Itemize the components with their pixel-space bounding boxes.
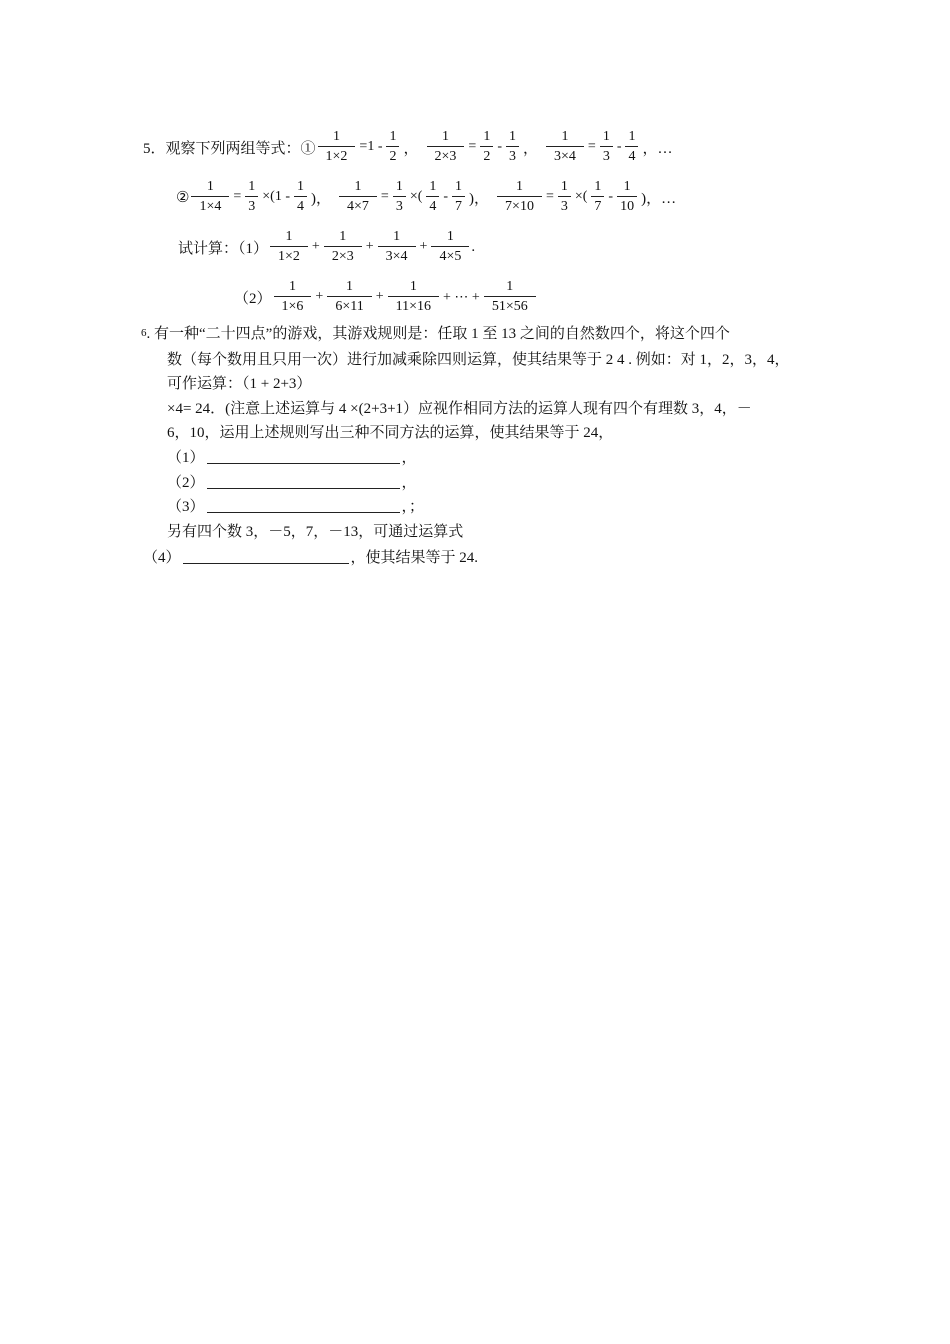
q5-calc1-expression: [268, 230, 471, 264]
g2-eq3-coefficient: [558, 180, 571, 214]
g2-eq1-open: ×(1 -: [262, 189, 290, 204]
q6-answer-4-tail: ，使其结果等于 24.: [350, 550, 479, 566]
calc1-term-3: [378, 230, 416, 264]
g1-eq3-lhs: [546, 130, 584, 164]
g1-eq3-rhs2: [625, 130, 638, 164]
g2-eq2-coefficient-denominator: 3: [395, 199, 403, 214]
g2-eq2-term-a-numerator: 1: [429, 179, 437, 194]
q6-text-3: 可作运算：（1 + 2+3）: [167, 376, 312, 392]
g2-eq3-term-a-denominator: 7: [594, 199, 602, 214]
g2-eq3-lhs-numerator: 1: [516, 179, 523, 194]
calc2-plus-1: +: [315, 289, 324, 304]
g2-eq1-term-b-numerator: 1: [297, 179, 304, 194]
q6-line2: [167, 348, 790, 369]
g1-eq1-rhs1: [386, 130, 399, 164]
q5-calc-label: 试计算：（1）: [178, 240, 269, 257]
g2-eq3-coefficient-numerator: 1: [560, 179, 568, 194]
g1-eq2-rhs1-denominator: 2: [483, 149, 491, 164]
calc2-term-1-denominator: 1×6: [281, 299, 304, 314]
q6-answer-4-blank[interactable]: [183, 549, 349, 564]
calc2-term-3-numerator: 1: [409, 279, 417, 294]
q6-answer-1-tail: ，: [401, 450, 417, 466]
q5-calc1-row: [178, 230, 475, 264]
g2-eq3-lhs-denominator: 7×10: [505, 199, 534, 214]
g1-eq2-lhs-numerator: 1: [441, 129, 449, 144]
q5-row1: [143, 130, 679, 164]
g2-eq2-term-a-denominator: 4: [429, 199, 437, 214]
calc1-plus-2: +: [365, 239, 374, 254]
q6-number: 6: [141, 326, 147, 339]
g1-eq2-minus: -: [497, 139, 502, 154]
calc1-plus-3: +: [419, 239, 428, 254]
g2-eq2-lhs-numerator: 1: [354, 179, 362, 194]
g2-eq1-term-b: [294, 180, 307, 214]
q6-answer-3-row: [167, 495, 424, 516]
g1-eq2-lhs: [427, 130, 465, 164]
q6-line6: [167, 520, 463, 541]
q6-line4: [167, 397, 752, 418]
g1-eq1-lhs: [318, 130, 356, 164]
g2-eq2-coefficient-numerator: 1: [395, 179, 403, 194]
q6-answer-2-row: [167, 471, 417, 492]
g2-eq1-lhs: [191, 180, 229, 214]
calc2-term-last-numerator: 1: [506, 279, 514, 294]
calc2-term-last: [484, 280, 536, 314]
q6-text-5: 6，10，运用上述规则写出三种不同方法的运算，使其结果等于 24，: [167, 425, 614, 441]
calc1-term-4-numerator: 1: [446, 229, 454, 244]
g2-eq2-term-b-denominator: 7: [455, 199, 463, 214]
g2-eq3-term-a: [591, 180, 604, 214]
calc1-term-2-denominator: 2×3: [331, 249, 354, 264]
g2-eq2-coefficient: [393, 180, 406, 214]
g1-eq2-rhs2-denominator: 3: [508, 149, 516, 164]
q6-answer-1-blank[interactable]: [207, 449, 400, 464]
g2-eq3-open: ×(: [574, 189, 588, 204]
g1-eq2-equals: =: [468, 139, 477, 154]
g2-eq2-lhs: [339, 180, 377, 214]
g2-eq1-tail: )，: [311, 190, 331, 207]
calc2-plus-2: +: [375, 289, 384, 304]
g1-eq3-lhs-numerator: 1: [561, 129, 569, 144]
g1-eq3-lhs-denominator: 3×4: [554, 149, 576, 164]
g2-eq2-term-b: [452, 180, 465, 214]
calc1-term-2: [324, 230, 362, 264]
calc1-term-4-denominator: 4×5: [439, 249, 462, 264]
calc1-term-3-denominator: 3×4: [385, 249, 408, 264]
g2-eq1-coefficient-numerator: 1: [248, 179, 256, 194]
q6-answer-2-tail: ，: [401, 475, 417, 491]
calc1-term-1: [270, 230, 308, 264]
g2-eq2-term-b-numerator: 1: [455, 179, 463, 194]
q5-calc1-end: .: [471, 238, 476, 255]
calc1-plus-1: +: [311, 239, 320, 254]
g2-eq2-tail: )，: [469, 190, 490, 207]
q6-text-4: ×4= 24．(注意上述运算与 4 ×(2+3+1）应视作相同方法的运算人现有四个有理数 3，4，－: [167, 401, 752, 417]
q5-group2: [189, 180, 682, 214]
g2-eq1-lhs-denominator: 1×4: [199, 199, 222, 214]
g2-eq2-term-a: [426, 180, 439, 214]
calc2-term-1: [274, 280, 312, 314]
q6-line1: [141, 322, 730, 343]
q6-answer-3-tail: ，；: [401, 499, 425, 515]
g1-eq1-rhs1-denominator: 2: [389, 149, 397, 164]
q6-answer-3-label: （3）: [167, 499, 205, 515]
calc2-term-1-numerator: 1: [288, 279, 296, 294]
g1-eq3-rhs2-numerator: 1: [628, 129, 636, 144]
g2-eq3-term-b-numerator: 1: [623, 179, 631, 194]
q5-calc2-label: （2）: [234, 290, 272, 307]
g2-eq2-open: ×(: [409, 189, 423, 204]
q5-calc2-row: [234, 280, 538, 314]
g1-eq3-rhs2-denominator: 4: [628, 149, 636, 164]
g1-eq1-tail: ，: [403, 140, 419, 157]
g1-eq2-rhs2: [506, 130, 519, 164]
g2-eq1-term-b-denominator: 4: [297, 199, 304, 214]
g1-eq3-minus: -: [616, 139, 622, 154]
calc1-term-1-denominator: 1×2: [278, 249, 300, 264]
calc2-term-2-denominator: 6×11: [335, 299, 364, 314]
g2-eq1-equals: =: [233, 189, 242, 204]
q6-answer-2-label: （2）: [167, 475, 205, 491]
g1-eq1-lhs-numerator: 1: [332, 129, 340, 144]
g1-eq1-rhs1-numerator: 1: [389, 129, 397, 144]
g2-eq2-minus: -: [443, 189, 449, 204]
g2-eq3-term-b: [617, 180, 637, 214]
q6-text-1: . 有一种“二十四点”的游戏，其游戏规则是：任取 1 至 13 之间的自然数四个，将这个四个: [146, 326, 730, 342]
g1-eq2-rhs1-numerator: 1: [483, 129, 491, 144]
calc2-term-2: [327, 280, 371, 314]
q6-answer-3-blank[interactable]: [207, 498, 400, 513]
g1-eq3-rhs1: [600, 130, 613, 164]
g2-eq1-coefficient: [245, 180, 258, 214]
calc2-term-3: [388, 280, 439, 314]
q6-answer-1-label: （1）: [167, 450, 205, 466]
g2-eq1-coefficient-denominator: 3: [248, 199, 256, 214]
q6-text-6: 另有四个数 3，－5，7，－13，可通过运算式: [167, 524, 464, 540]
q6-answer-4-row: [143, 546, 478, 567]
calc1-term-3-numerator: 1: [393, 229, 401, 244]
q6-answer-2-blank[interactable]: [207, 474, 400, 489]
q5-group1: [316, 130, 679, 164]
g1-eq3-rhs1-numerator: 1: [602, 129, 610, 144]
q5-intro: 5．观察下列两组等式：①: [143, 140, 316, 157]
g2-eq3-lhs: [497, 180, 542, 214]
calc2-ellipsis: + ⋯ +: [443, 289, 480, 305]
calc1-term-2-numerator: 1: [339, 229, 347, 244]
g1-eq2-lhs-denominator: 2×3: [434, 149, 457, 164]
g1-eq3-tail: ，…: [642, 140, 673, 157]
q6-answer-1-row: [167, 446, 417, 467]
g2-eq3-minus: -: [608, 189, 614, 204]
g2-eq3-coefficient-denominator: 3: [560, 199, 568, 214]
g2-eq2-equals: =: [380, 189, 389, 204]
calc1-term-1-numerator: 1: [285, 229, 293, 244]
g1-eq3-equals: =: [587, 139, 596, 154]
q5-row2: [176, 180, 682, 214]
g1-eq2-rhs1: [480, 130, 493, 164]
g2-eq1-lhs-numerator: 1: [206, 179, 214, 194]
g2-eq3-term-a-numerator: 1: [594, 179, 602, 194]
g1-eq1-lhs-denominator: 1×2: [325, 149, 348, 164]
g1-eq3-rhs1-denominator: 3: [602, 149, 610, 164]
calc2-term-2-numerator: 1: [346, 279, 354, 294]
q6-text-2: 数（每个数用且只用一次）进行加减乘除四则运算，使其结果等于 2 4 . 例如：对 1，2，3，4，: [167, 352, 790, 368]
calc2-term-last-denominator: 51×56: [491, 299, 528, 314]
q6-line5: [167, 421, 613, 442]
q6-line3: [167, 372, 311, 393]
calc1-term-4: [431, 230, 469, 264]
q5-calc2-expression: [272, 280, 538, 314]
calc2-term-3-denominator: 11×16: [395, 299, 432, 314]
g1-eq2-tail: ，: [522, 140, 538, 157]
q5-group2-mark: ②: [176, 189, 190, 206]
q6-answer-4-label: （4）: [143, 550, 181, 566]
g1-eq2-rhs2-numerator: 1: [508, 129, 516, 144]
g2-eq3-tail: )，…: [641, 190, 677, 207]
g2-eq2-lhs-denominator: 4×7: [347, 199, 369, 214]
g1-eq1-equals: =1 -: [359, 139, 383, 154]
g2-eq3-equals: =: [545, 189, 554, 204]
g2-eq3-term-b-denominator: 10: [620, 199, 635, 214]
